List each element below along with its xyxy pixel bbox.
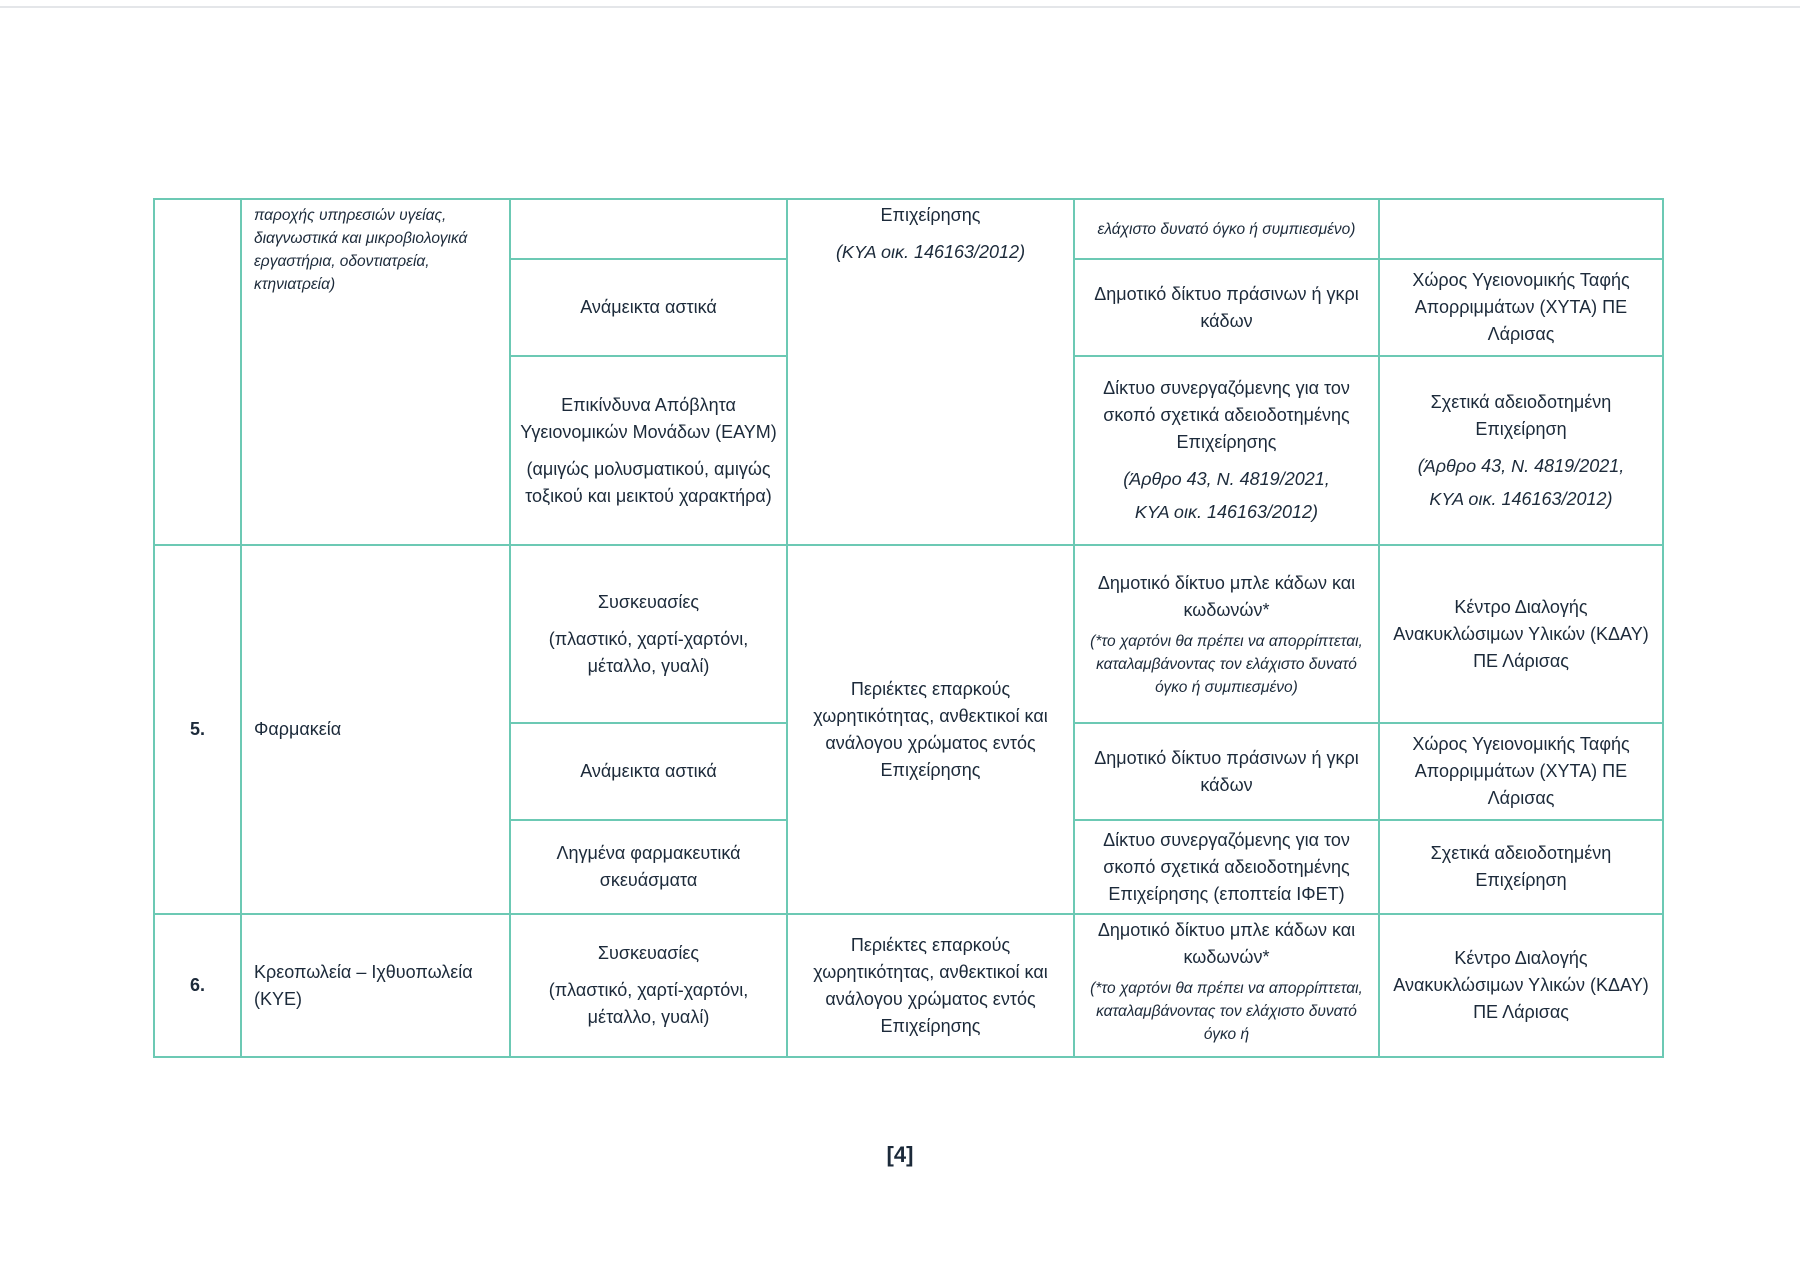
waste-text: Επικίνδυνα Απόβλητα Υγειονομικών Μονάδων (ΕΑΥΜ): [520, 394, 777, 442]
destination-text: Χώρος Υγειονομικής Ταφής Απορριμμάτων (ΧΥΤΑ) ΠΕ Λάρισας: [1412, 270, 1630, 344]
destination-note: (Άρθρο 43, Ν. 4819/2021,: [1417, 455, 1625, 476]
row-number: 6.: [189, 975, 205, 995]
collection-cell: [1073, 355, 1380, 546]
destination-note: ΚΥΑ οικ. 146163/2012): [1429, 488, 1613, 509]
waste-cell: [509, 258, 788, 357]
destination-cell: [1378, 722, 1664, 821]
collection-text: Δημοτικό δίκτυο μπλε κάδων και κωδωνών*: [1097, 572, 1356, 620]
collection-note: (Άρθρο 43, Ν. 4819/2021,: [1123, 469, 1330, 489]
destination-cell: [1378, 355, 1664, 546]
destination-cell: [1378, 819, 1664, 915]
scan-edge-line: [0, 6, 1800, 8]
container-note: (ΚΥΑ οικ. 146163/2012): [835, 242, 1026, 262]
destination-text: Κέντρο Διαλογής Ανακυκλώσιμων Υλικών (ΚΔΑΥ) ΠΕ Λάρισας: [1393, 596, 1649, 671]
collection-cell: [1073, 819, 1380, 915]
row-number: 5.: [189, 719, 205, 739]
container-cell: [786, 198, 1075, 546]
category-cell: [240, 913, 511, 1058]
row-number-empty: [153, 198, 242, 546]
waste-cell: [509, 913, 788, 1058]
waste-cell: [509, 355, 788, 546]
container-text: Περιέκτες επαρκούς χωρητικότητας, ανθεκτικοί και ανάλογου χρώματος εντός Επιχείρησης: [813, 934, 1048, 1036]
container-cell: [786, 913, 1075, 1058]
container-cell: [786, 544, 1075, 915]
row-number-cell: [153, 913, 242, 1058]
collection-text: Δίκτυο συνεργαζόμενης για τον σκοπό σχετικά αδειοδοτημένης Επιχείρησης (εποπτεία ΙΦΕΤ): [1103, 829, 1350, 904]
waste-note: (πλαστικό, χαρτί-χαρτόνι, μέταλλο, γυαλί): [548, 980, 749, 1027]
destination-cell: [1378, 258, 1664, 357]
waste-cell: [509, 544, 788, 724]
waste-note: (πλαστικό, χαρτί-χαρτόνι, μέταλλο, γυαλί): [548, 628, 749, 676]
collection-cell: [1073, 198, 1380, 260]
destination-empty-cell: [1378, 198, 1664, 260]
waste-empty-cell: [509, 198, 788, 260]
row-number-cell: [153, 544, 242, 915]
destination-text: Σχετικά αδειοδοτημένη Επιχείρηση: [1430, 391, 1612, 439]
collection-text: Δίκτυο συνεργαζόμενης για τον σκοπό σχετικά αδειοδοτημένης Επιχείρησης: [1103, 378, 1350, 452]
waste-text: Συσκευασίες: [597, 943, 700, 963]
category-text: παροχής υπηρεσιών υγείας, διαγνωστικά και μικροβιολογικά εργαστήρια, οδοντιατρεία, κτηνιατρεία): [254, 207, 468, 293]
waste-note: (αμιγώς μολυσματικού, αμιγώς τοξικού και μεικτού χαρακτήρα): [525, 458, 772, 506]
waste-text: Ανάμεικτα αστικά: [580, 761, 717, 781]
category-cell: [240, 544, 511, 915]
collection-cell: [1073, 913, 1380, 1058]
container-text: Περιέκτες επαρκούς χωρητικότητας, ανθεκτικοί και ανάλογου χρώματος εντός Επιχείρησης: [813, 678, 1048, 780]
collection-note: ΚΥΑ οικ. 146163/2012): [1134, 502, 1319, 522]
category-cell: [240, 198, 511, 546]
waste-text: Συσκευασίες: [597, 591, 700, 612]
container-text: Επιχείρησης: [880, 205, 981, 225]
page-number: [4]: [886, 1142, 914, 1167]
waste-text: Ληγμένα φαρμακευτικά σκευάσματα: [556, 843, 741, 890]
collection-cell: [1073, 258, 1380, 357]
collection-note: (*το χαρτόνι θα πρέπει να απορρίπτεται, καταλαμβάνοντας τον ελάχιστο δυνατό όγκο ή: [1090, 980, 1363, 1043]
collection-text: Δημοτικό δίκτυο μπλε κάδων και κωδωνών*: [1097, 920, 1356, 967]
destination-text: Χώρος Υγειονομικής Ταφής Απορριμμάτων (ΧΥΤΑ) ΠΕ Λάρισας: [1412, 734, 1630, 808]
destination-cell: [1378, 544, 1664, 724]
collection-cell: [1073, 544, 1380, 724]
destination-text: Κέντρο Διαλογής Ανακυκλώσιμων Υλικών (ΚΔΑΥ) ΠΕ Λάρισας: [1393, 948, 1649, 1022]
waste-cell: [509, 722, 788, 821]
category-text: Κρεοπωλεία – Ιχθυοπωλεία (ΚΥΕ): [254, 961, 473, 1009]
destination-cell: [1378, 913, 1664, 1058]
collection-text: Δημοτικό δίκτυο πράσινων ή γκρι κάδων: [1094, 283, 1359, 331]
collection-cell: [1073, 722, 1380, 821]
destination-text: Σχετικά αδειοδοτημένη Επιχείρηση: [1430, 843, 1612, 890]
collection-text: Δημοτικό δίκτυο πράσινων ή γκρι κάδων: [1094, 747, 1359, 795]
category-text: Φαρμακεία: [254, 719, 342, 739]
waste-cell: [509, 819, 788, 915]
collection-note: (*το χαρτόνι θα πρέπει να απορρίπτεται, καταλαμβάνοντας τον ελάχιστο δυνατό όγκο ή συμπιεσμένο): [1090, 632, 1363, 696]
waste-text: Ανάμεικτα αστικά: [580, 297, 717, 317]
collection-note: ελάχιστο δυνατό όγκο ή συμπιεσμένο): [1097, 220, 1356, 238]
